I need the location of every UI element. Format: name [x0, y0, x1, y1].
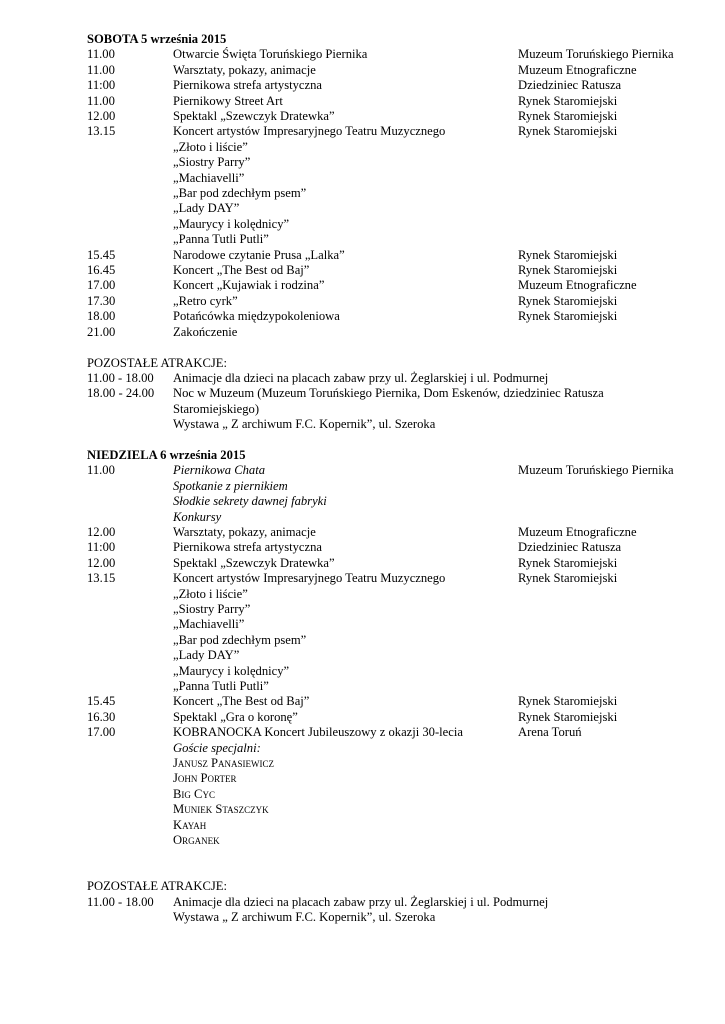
- event-title: Goście specjalni:: [173, 740, 261, 755]
- event-title: Janusz Panasiewicz: [173, 756, 275, 771]
- event-time: [87, 402, 173, 417]
- event-title: Konkursy: [173, 509, 222, 524]
- event-title: „Lady DAY”: [173, 648, 240, 663]
- event-time: 11.00: [87, 62, 115, 77]
- event-time: 18.00: [87, 309, 116, 324]
- schedule-row: [87, 633, 707, 648]
- event-title: Staromiejskiego): [173, 401, 260, 416]
- event-place: [518, 617, 707, 632]
- event-title: Potańcówka międzypokoleniowa: [173, 309, 340, 324]
- event-place: Rynek Staromiejski: [518, 709, 618, 724]
- event-place: Muzeum Toruńskiego Piernika: [518, 47, 674, 62]
- event-time: [87, 171, 173, 186]
- schedule-row: [87, 818, 707, 833]
- schedule-row: [87, 525, 707, 540]
- schedule-row: [87, 371, 707, 386]
- spacer: [87, 848, 707, 879]
- schedule-row: [87, 309, 707, 324]
- event-time: [87, 587, 173, 602]
- event-time: [87, 201, 173, 216]
- event-title: KOBRANOCKA Koncert Jubileuszowy z okazji 30-lecia: [173, 725, 463, 740]
- event-time: [87, 771, 173, 786]
- schedule-row: [87, 171, 707, 186]
- event-time: [87, 787, 173, 802]
- event-title: Piernikowy Street Art: [173, 93, 283, 108]
- schedule-row: [87, 602, 707, 617]
- schedule-row: [87, 94, 707, 109]
- schedule-row: [87, 386, 707, 401]
- event-place: [518, 155, 707, 170]
- schedule-row: [87, 63, 707, 78]
- event-title: Spotkanie z piernikiem: [173, 478, 288, 493]
- event-place: [518, 741, 707, 756]
- schedule-row: [87, 78, 707, 93]
- event-time: 11.00 - 18.00: [87, 370, 154, 385]
- event-time: [87, 802, 173, 817]
- event-place: [518, 802, 707, 817]
- spacer: [87, 433, 707, 448]
- schedule-row: [87, 771, 707, 786]
- schedule-row: [87, 47, 707, 62]
- event-title: „Panna Tutli Putli”: [173, 232, 269, 247]
- event-title: Spektakl „Szewczyk Dratewka”: [173, 555, 335, 570]
- event-time: 17.00: [87, 725, 116, 740]
- event-title: „Lady DAY”: [173, 201, 240, 216]
- event-place: Muzeum Etnograficzne: [518, 524, 637, 539]
- schedule-row: [87, 710, 707, 725]
- event-place: [518, 479, 707, 494]
- schedule-row: [87, 833, 707, 848]
- event-place: Rynek Staromiejski: [518, 263, 618, 278]
- schedule-row: [87, 201, 707, 216]
- event-time: 17.00: [87, 278, 116, 293]
- event-time: [87, 756, 173, 771]
- event-place: [518, 186, 707, 201]
- schedule-row: [87, 510, 707, 525]
- event-title: Noc w Muzeum (Muzeum Toruńskiego Piernika, Dom Eskenów, dziedziniec Ratusza: [173, 386, 604, 401]
- event-title: „Machiavelli”: [173, 170, 245, 185]
- event-title: Wystawa „ Z archiwum F.C. Kopernik”, ul. Szeroka: [173, 417, 436, 432]
- event-place: [518, 771, 707, 786]
- sunday-other-attractions: [87, 895, 707, 926]
- event-title: „Złoto i liście”: [173, 586, 248, 601]
- event-time: 11.00: [87, 47, 115, 62]
- schedule-row: [87, 725, 707, 740]
- event-title: „Panna Tutli Putli”: [173, 678, 269, 693]
- event-place: [518, 756, 707, 771]
- event-time: 12.00: [87, 109, 116, 124]
- event-place: Rynek Staromiejski: [518, 571, 618, 586]
- event-time: 21.00: [87, 324, 116, 339]
- schedule-row: [87, 540, 707, 555]
- event-title: „Bar pod zdechłym psem”: [173, 632, 307, 647]
- schedule-row: [87, 617, 707, 632]
- event-title: „Siostry Parry”: [173, 601, 251, 616]
- schedule-row: [87, 294, 707, 309]
- event-time: [87, 155, 173, 170]
- event-title: „Siostry Parry”: [173, 155, 251, 170]
- event-place: [518, 833, 707, 848]
- event-time: [87, 417, 173, 432]
- saturday-other-heading: POZOSTAŁE ATRAKCJE:: [87, 355, 227, 370]
- event-place: Rynek Staromiejski: [518, 694, 618, 709]
- event-place: Muzeum Toruńskiego Piernika: [518, 463, 674, 478]
- event-place: Dziedziniec Ratusza: [518, 540, 622, 555]
- event-place: [518, 587, 707, 602]
- event-time: 12.00: [87, 524, 116, 539]
- sunday-other-heading: POZOSTAŁE ATRAKCJE:: [87, 879, 227, 894]
- schedule-row: [87, 679, 707, 694]
- event-time: 13.15: [87, 571, 116, 586]
- event-time: 17.30: [87, 293, 116, 308]
- event-time: 16.30: [87, 709, 116, 724]
- schedule-row: [87, 232, 707, 247]
- event-time: [87, 741, 173, 756]
- event-time: 15.45: [87, 247, 116, 262]
- event-place: [518, 818, 707, 833]
- event-title: Piernikowa strefa artystyczna: [173, 540, 322, 555]
- event-place: Rynek Staromiejski: [518, 93, 618, 108]
- sunday-schedule: [87, 463, 707, 848]
- event-time: 16.45: [87, 263, 116, 278]
- event-place: [518, 217, 707, 232]
- event-place: Rynek Staromiejski: [518, 124, 618, 139]
- event-title: Koncert „Kujawiak i rodzina”: [173, 278, 325, 293]
- schedule-row: [87, 417, 707, 432]
- event-place: [518, 633, 707, 648]
- event-title: Koncert artystów Impresaryjnego Teatru Muzycznego: [173, 571, 446, 586]
- event-time: [87, 679, 173, 694]
- event-time: [87, 479, 173, 494]
- event-time: 13.15: [87, 124, 116, 139]
- event-title: Big Cyc: [173, 786, 215, 801]
- event-place: Rynek Staromiejski: [518, 109, 618, 124]
- event-time: [87, 186, 173, 201]
- event-title: Piernikowa strefa artystyczna: [173, 78, 322, 93]
- event-time: [87, 217, 173, 232]
- schedule-row: [87, 802, 707, 817]
- schedule-row: [87, 494, 707, 509]
- event-title: Słodkie sekrety dawnej fabryki: [173, 494, 327, 509]
- schedule-row: [87, 910, 707, 925]
- event-time: 11:00: [87, 540, 116, 555]
- event-time: 11.00: [87, 93, 115, 108]
- event-place: Dziedziniec Ratusza: [518, 78, 622, 93]
- event-place: [518, 787, 707, 802]
- schedule-row: [87, 648, 707, 663]
- event-title: „Bar pod zdechłym psem”: [173, 186, 307, 201]
- event-time: [87, 232, 173, 247]
- event-title: Muniek Staszczyk: [173, 802, 269, 817]
- event-place: [518, 140, 707, 155]
- schedule-row: [87, 895, 707, 910]
- event-title: Spektakl „Gra o koronę”: [173, 709, 298, 724]
- event-time: [87, 633, 173, 648]
- event-place: [518, 232, 707, 247]
- event-title: „Maurycy i kolędnicy”: [173, 663, 290, 678]
- schedule-row: [87, 463, 707, 478]
- event-place: [518, 679, 707, 694]
- event-time: [87, 602, 173, 617]
- event-place: [518, 325, 707, 340]
- event-place: Rynek Staromiejski: [518, 293, 618, 308]
- schedule-row: [87, 248, 707, 263]
- schedule-row: [87, 155, 707, 170]
- event-place: Muzeum Etnograficzne: [518, 278, 637, 293]
- schedule-row: [87, 402, 707, 417]
- event-title: Piernikowa Chata: [173, 463, 265, 478]
- event-place: Muzeum Etnograficzne: [518, 62, 637, 77]
- saturday-heading: SOBOTA 5 września 2015: [87, 32, 227, 46]
- event-title: Spektakl „Szewczyk Dratewka”: [173, 109, 335, 124]
- event-time: [87, 818, 173, 833]
- event-time: [87, 833, 173, 848]
- schedule-row: [87, 694, 707, 709]
- event-time: [87, 140, 173, 155]
- event-place: [518, 201, 707, 216]
- schedule-row: [87, 140, 707, 155]
- event-time: [87, 648, 173, 663]
- schedule-document: [87, 32, 707, 925]
- event-title: John Porter: [173, 771, 237, 786]
- schedule-row: [87, 741, 707, 756]
- schedule-row: [87, 587, 707, 602]
- saturday-other-attractions: [87, 371, 707, 433]
- event-place: [518, 664, 707, 679]
- event-time: [87, 510, 173, 525]
- schedule-row: [87, 278, 707, 293]
- event-time: 18.00 - 24.00: [87, 386, 155, 401]
- schedule-row: [87, 756, 707, 771]
- schedule-row: [87, 186, 707, 201]
- event-place: [518, 171, 707, 186]
- event-place: [518, 494, 707, 509]
- event-title: „Maurycy i kolędnicy”: [173, 216, 290, 231]
- event-title: Kayah: [173, 817, 207, 832]
- schedule-row: [87, 109, 707, 124]
- schedule-row: [87, 556, 707, 571]
- event-title: Animacje dla dzieci na placach zabaw przy ul. Żeglarskiej i ul. Podmurnej: [173, 894, 549, 909]
- event-place: Rynek Staromiejski: [518, 309, 618, 324]
- schedule-row: [87, 263, 707, 278]
- saturday-schedule: [87, 47, 707, 340]
- schedule-row: [87, 124, 707, 139]
- event-time: 11:00: [87, 78, 116, 93]
- event-place: [518, 510, 707, 525]
- event-time: 15.45: [87, 694, 116, 709]
- schedule-row: [87, 325, 707, 340]
- schedule-row: [87, 479, 707, 494]
- event-title: Animacje dla dzieci na placach zabaw przy ul. Żeglarskiej i ul. Podmurnej: [173, 370, 549, 385]
- event-time: [87, 664, 173, 679]
- event-place: Arena Toruń: [518, 725, 582, 740]
- event-title: „Złoto i liście”: [173, 139, 248, 154]
- event-title: Otwarcie Święta Toruńskiego Piernika: [173, 47, 368, 62]
- event-time: 11.00: [87, 463, 115, 478]
- event-title: Warsztaty, pokazy, animacje: [173, 524, 316, 539]
- event-time: [87, 617, 173, 632]
- event-title: Koncert „The Best od Baj”: [173, 694, 310, 709]
- schedule-row: [87, 787, 707, 802]
- event-title: Wystawa „ Z archiwum F.C. Kopernik”, ul. Szeroka: [173, 910, 436, 925]
- event-title: „Machiavelli”: [173, 617, 245, 632]
- event-title: „Retro cyrk”: [173, 293, 238, 308]
- event-title: Warsztaty, pokazy, animacje: [173, 62, 316, 77]
- spacer: [87, 340, 707, 355]
- schedule-row: [87, 571, 707, 586]
- event-time: [87, 494, 173, 509]
- event-title: Narodowe czytanie Prusa „Lalka”: [173, 247, 345, 262]
- event-place: [518, 602, 707, 617]
- event-time: 12.00: [87, 555, 116, 570]
- event-place: Rynek Staromiejski: [518, 555, 618, 570]
- event-title: Koncert „The Best od Baj”: [173, 263, 310, 278]
- event-title: Koncert artystów Impresaryjnego Teatru Muzycznego: [173, 124, 446, 139]
- event-time: 11.00 - 18.00: [87, 894, 154, 909]
- event-time: [87, 910, 173, 925]
- event-place: [518, 648, 707, 663]
- schedule-row: [87, 664, 707, 679]
- sunday-heading: NIEDZIELA 6 września 2015: [87, 447, 246, 462]
- schedule-row: [87, 217, 707, 232]
- event-place: Rynek Staromiejski: [518, 247, 618, 262]
- event-title: Organek: [173, 833, 220, 848]
- event-title: Zakończenie: [173, 324, 238, 339]
